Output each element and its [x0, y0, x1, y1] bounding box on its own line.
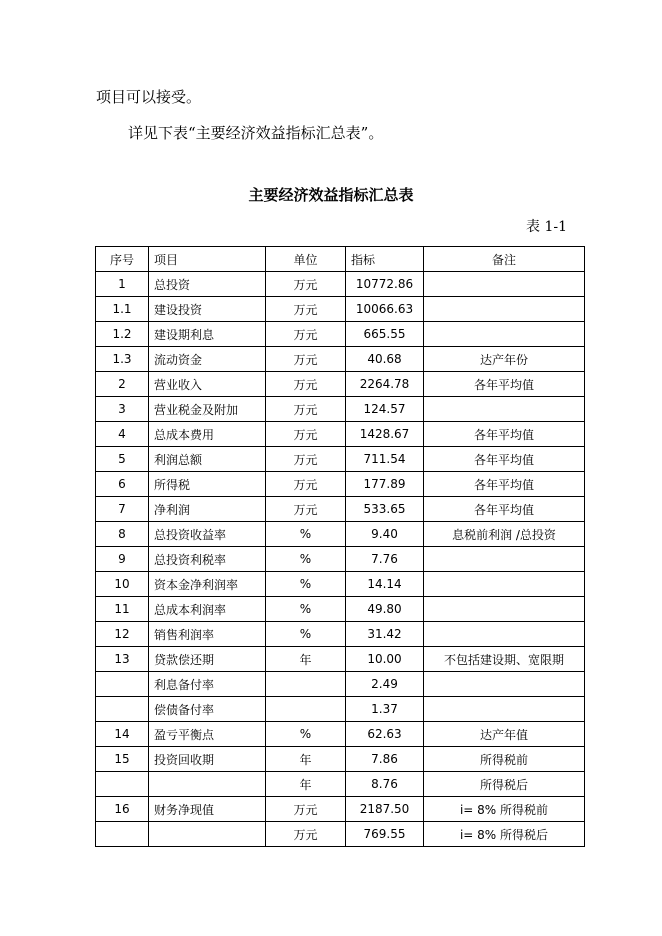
cell-note [424, 622, 585, 647]
cell-note: 不包括建设期、宽限期 [424, 647, 585, 672]
cell-note [424, 597, 585, 622]
header-item: 项目 [149, 247, 266, 272]
cell-value: 2.49 [346, 672, 424, 697]
cell-unit: % [266, 622, 346, 647]
header-note: 备注 [424, 247, 585, 272]
cell-value: 7.76 [346, 547, 424, 572]
cell-value: 711.54 [346, 447, 424, 472]
cell-no: 3 [96, 397, 149, 422]
table-row [96, 772, 585, 797]
cell-no: 6 [96, 472, 149, 497]
cell-note [424, 572, 585, 597]
cell-note: 息税前利润 /总投资 [424, 522, 585, 547]
cell-value: 665.55 [346, 322, 424, 347]
table-row [96, 822, 585, 847]
cell-note [424, 547, 585, 572]
cell-value: 533.65 [346, 497, 424, 522]
economic-indicators-table [95, 246, 585, 847]
cell-value: 2187.50 [346, 797, 424, 822]
cell-no: 7 [96, 497, 149, 522]
cell-unit: % [266, 722, 346, 747]
cell-item: 所得税 [149, 472, 266, 497]
cell-item: 财务净现值 [149, 797, 266, 822]
cell-item: 建设期利息 [149, 322, 266, 347]
cell-note [424, 322, 585, 347]
cell-no: 8 [96, 522, 149, 547]
table-row [96, 272, 585, 297]
cell-unit: 万元 [266, 822, 346, 847]
cell-value: 8.76 [346, 772, 424, 797]
table-row [96, 322, 585, 347]
header-no: 序号 [96, 247, 149, 272]
cell-item: 偿债备付率 [149, 697, 266, 722]
cell-unit: 万元 [266, 797, 346, 822]
cell-note: i= 8% 所得税后 [424, 822, 585, 847]
cell-value: 769.55 [346, 822, 424, 847]
cell-value: 10772.86 [346, 272, 424, 297]
cell-no [96, 697, 149, 722]
cell-unit: 万元 [266, 347, 346, 372]
cell-value: 49.80 [346, 597, 424, 622]
cell-note: 各年平均值 [424, 497, 585, 522]
table-row [96, 447, 585, 472]
table-row [96, 597, 585, 622]
table-row [96, 372, 585, 397]
table-row [96, 722, 585, 747]
cell-item: 总投资利税率 [149, 547, 266, 572]
intro-line-1: 项目可以接受。 [96, 88, 202, 106]
table-row [96, 547, 585, 572]
cell-no: 13 [96, 647, 149, 672]
cell-item: 销售利润率 [149, 622, 266, 647]
cell-no: 2 [96, 372, 149, 397]
cell-no [96, 672, 149, 697]
table-row [96, 497, 585, 522]
cell-item: 总投资收益率 [149, 522, 266, 547]
cell-no: 15 [96, 747, 149, 772]
cell-item: 总成本费用 [149, 422, 266, 447]
cell-no: 5 [96, 447, 149, 472]
cell-unit [266, 697, 346, 722]
cell-no: 9 [96, 547, 149, 572]
cell-unit: 万元 [266, 422, 346, 447]
cell-value: 1.37 [346, 697, 424, 722]
header-unit: 单位 [266, 247, 346, 272]
cell-no [96, 822, 149, 847]
cell-no: 12 [96, 622, 149, 647]
cell-item: 净利润 [149, 497, 266, 522]
cell-note: 各年平均值 [424, 447, 585, 472]
cell-value: 14.14 [346, 572, 424, 597]
cell-note [424, 272, 585, 297]
table-row [96, 422, 585, 447]
table-row [96, 347, 585, 372]
cell-item [149, 822, 266, 847]
cell-value: 31.42 [346, 622, 424, 647]
table-header-row [96, 247, 585, 272]
cell-note [424, 297, 585, 322]
table-row [96, 572, 585, 597]
cell-value: 2264.78 [346, 372, 424, 397]
cell-no: 1.3 [96, 347, 149, 372]
cell-unit [266, 672, 346, 697]
cell-item: 流动资金 [149, 347, 266, 372]
table-row [96, 297, 585, 322]
cell-no: 11 [96, 597, 149, 622]
cell-item: 利息备付率 [149, 672, 266, 697]
cell-value: 124.57 [346, 397, 424, 422]
cell-note: 各年平均值 [424, 472, 585, 497]
cell-note: 达产年份 [424, 347, 585, 372]
cell-item: 营业收入 [149, 372, 266, 397]
cell-unit: 万元 [266, 497, 346, 522]
table-number: 表 1-1 [526, 219, 567, 235]
cell-unit: 万元 [266, 372, 346, 397]
cell-no: 1.1 [96, 297, 149, 322]
table-row [96, 522, 585, 547]
cell-item: 营业税金及附加 [149, 397, 266, 422]
cell-unit: 万元 [266, 397, 346, 422]
cell-no: 10 [96, 572, 149, 597]
table-row [96, 647, 585, 672]
table-row [96, 397, 585, 422]
cell-note: 各年平均值 [424, 372, 585, 397]
table-row [96, 697, 585, 722]
cell-value: 10.00 [346, 647, 424, 672]
cell-unit: 万元 [266, 447, 346, 472]
cell-unit: 万元 [266, 272, 346, 297]
cell-no: 1.2 [96, 322, 149, 347]
cell-unit: % [266, 572, 346, 597]
cell-note [424, 397, 585, 422]
cell-item: 盈亏平衡点 [149, 722, 266, 747]
cell-note: 所得税后 [424, 772, 585, 797]
cell-item: 资本金净利润率 [149, 572, 266, 597]
cell-note: 达产年值 [424, 722, 585, 747]
cell-no: 1 [96, 272, 149, 297]
cell-value: 1428.67 [346, 422, 424, 447]
table-row [96, 472, 585, 497]
cell-item: 贷款偿还期 [149, 647, 266, 672]
cell-value: 40.68 [346, 347, 424, 372]
cell-item: 建设投资 [149, 297, 266, 322]
cell-item: 利润总额 [149, 447, 266, 472]
cell-note: 所得税前 [424, 747, 585, 772]
cell-unit: % [266, 547, 346, 572]
cell-value: 10066.63 [346, 297, 424, 322]
cell-note [424, 672, 585, 697]
cell-no: 14 [96, 722, 149, 747]
cell-unit: % [266, 597, 346, 622]
cell-no: 4 [96, 422, 149, 447]
cell-value: 7.86 [346, 747, 424, 772]
cell-unit: 万元 [266, 322, 346, 347]
table-row [96, 622, 585, 647]
cell-note [424, 697, 585, 722]
cell-value: 177.89 [346, 472, 424, 497]
table-title: 主要经济效益指标汇总表 [248, 186, 414, 204]
table-row [96, 797, 585, 822]
cell-note: 各年平均值 [424, 422, 585, 447]
cell-note: i= 8% 所得税前 [424, 797, 585, 822]
cell-item: 总成本利润率 [149, 597, 266, 622]
table-row [96, 672, 585, 697]
intro-line-2: 详见下表“主要经济效益指标汇总表”。 [128, 124, 384, 142]
cell-unit: 万元 [266, 472, 346, 497]
cell-unit: 万元 [266, 297, 346, 322]
cell-item [149, 772, 266, 797]
cell-item: 投资回收期 [149, 747, 266, 772]
cell-unit: % [266, 522, 346, 547]
cell-unit: 年 [266, 647, 346, 672]
cell-unit: 年 [266, 747, 346, 772]
header-value: 指标 [346, 247, 424, 272]
cell-no: 16 [96, 797, 149, 822]
cell-value: 62.63 [346, 722, 424, 747]
cell-item: 总投资 [149, 272, 266, 297]
cell-unit: 年 [266, 772, 346, 797]
table-row [96, 747, 585, 772]
cell-no [96, 772, 149, 797]
cell-value: 9.40 [346, 522, 424, 547]
